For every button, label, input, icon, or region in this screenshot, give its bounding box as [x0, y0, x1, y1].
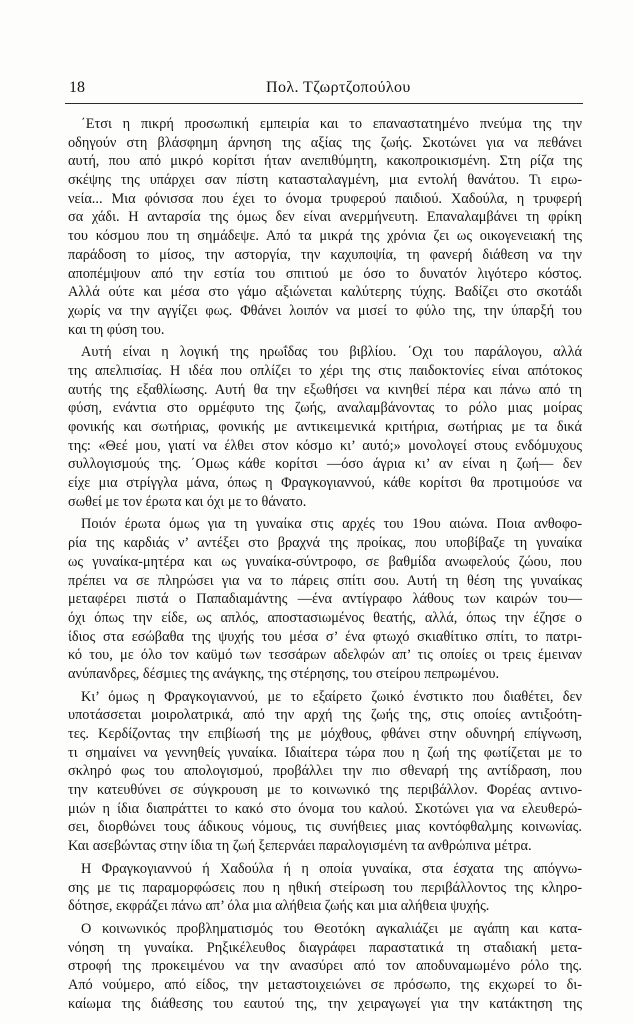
text-line: τες. Κερδίζοντας την επιβίωσή της με μόχθους, φθάνει στην οδυνηρή επίγνωση, [68, 726, 582, 742]
text-line: οδηγούν στη βλάσφημη άρνηση της αξίας της ζωής. Σκοτώνει για να πεθάνει [68, 134, 582, 151]
text-line: ίδιος στα εσώβαθα της ψυχής του μέσα σ’ ένα φτωχό σκιαθίτικο σπίτι, το πατρι- [68, 628, 582, 645]
text-line: συλλογισμούς της. ΄Ομως κάθε κορίτσι —όσο άγρια κι’ αν είναι η ζωή— δεν [68, 456, 582, 473]
text-line: Από νούμερο, από είδος, την μεταστοιχειώνει σε πρόσωπο, της εκχωρεί το δι- [68, 976, 582, 993]
text-line: σει, διορθώνει τους άδικους νόμους, τις συνήθειες μιας κοντόφθαλμης κοινωνίας. [68, 819, 582, 836]
text-line: και τη φύση του. [68, 321, 165, 338]
text-line: πρέπει να σε πληρώσει για να το πάρεις σπίτι σου. Αυτή τη θέση της γυναίκας [68, 572, 582, 589]
text-line: δότησε, εκφράζει πάνω απ’ όλα μια αλήθεια ζωής και μια αλήθεια ψυχής. [68, 898, 490, 915]
text-line: αυτής της εξαθλίωσης. Αυτή θα την εξωθήσει να κινηθεί πέρα και πάνω από τη [68, 381, 582, 398]
text-line: αυτή, που από μικρό κορίτσι ήταν ανεπιθύμητη, κακοπροικισμένη. Στη ρίζα της [68, 153, 582, 170]
text-line: Κι’ όμως η Φραγκογιαννού, με το εξαίρετο ζωικό ένστικτο που διαθέτει, δεν [81, 688, 582, 705]
text-line: παράδοση το μίσος, την αστοργία, την καχυποψία, τη φανερή διάθεση να την [68, 246, 582, 263]
text-line: ΄Ετσι η πικρή προσωπική εμπειρία και το επαναστατημένο πνεύμα της την [81, 116, 582, 132]
body-text [68, 115, 582, 1017]
text-line: Ο κοινωνικός προβληματισμός του Θεοτόκη αγκαλιάζει με αγάπη και κατα- [81, 920, 582, 937]
paragraph [68, 515, 582, 683]
text-line: Αλλά ούτε και μέσα στο γάμο αξιώνεται καλύτερης τύχης. Βαδίζει στο σκοτάδι [68, 284, 582, 301]
text-line: Η Φραγκογιαννού ή Χαδούλα ή η οποία γυναίκα, στα έσχατα της απόγνω- [81, 860, 582, 877]
text-line: μιών η ίδια διαπράττει το κακό στο όνομα του καλού. Σκοτώνει για να ελευθερώ- [68, 800, 582, 817]
text-line: σκέψης της υπάρχει σαν πίστη κατασταλαγμένη, μια εντολή θανάτου. Τι ειρω- [68, 172, 582, 189]
text-line: καίωμα της διάθεσης του εαυτού της, την χειραγωγεί για την κατάκτηση της [68, 995, 582, 1012]
page-number: 18 [69, 79, 85, 96]
paragraph [68, 343, 582, 511]
text-line: Αυτή είναι η λογική της ηρωΐδας του βιβλίου. ΄Οχι του παράλογου, αλλά [81, 344, 582, 361]
text-line: Και ασεβώντας στην ίδια τη ζωή ξεπερνάει παραλογισμένη τα ανθρώπινα μέτρα. [68, 838, 532, 855]
paragraph [68, 115, 582, 339]
text-line: σα χάδι. Η ανταρσία της όμως δεν είναι ανερμήνευτη. Επαναλαμβάνει τη φρίκη [68, 209, 582, 226]
text-line: σης με τις παραμορφώσεις που η ηθική στείρωση του περιβάλλοντος της κληρο- [68, 879, 582, 896]
text-line: αποπέμψουν από την εστία του σπιτιού με όσο το δυνατόν λιγότερο κόστος. [68, 265, 582, 282]
text-line: της απελπισίας. Η ιδέα που οπλίζει το χέρι της στις παιδοκτονίες είναι απότοκος [68, 362, 582, 379]
text-line: Ποιόν έρωτα όμως για τη γυναίκα στις αρχές του 19ου αιώνα. Ποια ανθοφο- [81, 516, 582, 533]
text-line: ρία της καρδιάς ν’ αντέξει στο βραχνά της προίκας, που υποβίβαζε τη γυναίκα [68, 535, 582, 552]
text-line: νεία... Μια φόνισσα που έχει το όνομα τρυφερού παιδιού. Χαδούλα, η τρυφερή [68, 190, 582, 207]
paragraph [68, 920, 582, 1013]
text-line: όχι όπως την είδε, ως απλός, αποστασιωμένος θεατής, αλλά, όπως την έζησε ο [68, 609, 582, 626]
text-line: υποτάσσεται μοιρολατρικά, από την αρχή της ζωής της, στις οποίες αντιξοότη- [68, 707, 582, 724]
text-line: είχε μια στρίγγλα μάνα, όπως η Φραγκογιαννού, κάθε κορίτσι θα προτιμούσε να [68, 475, 582, 492]
text-line: χωρίς να την αγγίζει φως. Φθάνει λοιπόν να μισεί το φύλο της, την ύπαρξή του [68, 302, 582, 319]
text-line: τι σημαίνει να γεννηθείς γυναίκα. Ιδιαίτερα τώρα που η ζωή της φωτίζεται με το [68, 744, 582, 761]
text-line: νόηση τη γυναίκα. Ρηξικέλευθος διαγράφει παραστατικά τη σταδιακή μετα- [68, 939, 582, 956]
paragraph [68, 688, 582, 856]
running-title: Πολ. Τζωρτζοπούλου [266, 79, 411, 96]
text-line: της: «Θεέ μου, γιατί να έλθει στον κόσμο κι’ αυτό;» μονολογεί στους ενδόμυχους [68, 437, 582, 454]
text-line: στροφή της προκειμένου να την ανασύρει από τον αποδυναμωμένο ρόλο της. [68, 958, 582, 975]
text-line: φύση, ενάντια στο ορμέφυτο της ζωής, αναλαμβάνοντας το ρόλο μιας μοίρας [68, 400, 582, 417]
text-line: ως γυναίκα-μητέρα και ως γυναίκα-σύντροφο, σε βαθμίδα ανωφελούς ζώου, που [68, 553, 582, 570]
text-line: κό του, με όλο τον καϋμό των τεσσάρων αδελφών απ’ τις οποίες οι τρεις έμειναν [68, 647, 582, 664]
text-line: σωθεί με τον έρωτα και όχι με το θάνατο. [68, 493, 307, 510]
header-rule [65, 103, 583, 104]
text-line: ανύπανδρες, δέσμιες της ανάγκης, της στέρησης, του στείρου πεπρωμένου. [68, 665, 500, 682]
text-line: φονικής και σωτήριας, φονικής με αντικειμενικά κριτήρια, σωτήριας με τα δικά [68, 419, 582, 435]
text-line: την κατευθύνει σε σύγκρουση με το κοινωνικό της περιβάλλον. Φορέας αντινο- [68, 782, 582, 799]
text-line: μεταφέρει πιστά ο Παπαδιαμάντης —ένα αντίγραφο λάθους των καιρών του— [68, 591, 582, 608]
text-line: σκληρό φως του απολογισμού, προβάλλει την πιο σθεναρή της αντίδραση, που [68, 763, 582, 780]
paragraph [68, 860, 582, 916]
text-line: του κόσμου που τη σημάδεψε. Από τα μικρά της χρόνια ζει ως οικογενειακή της [68, 228, 582, 245]
